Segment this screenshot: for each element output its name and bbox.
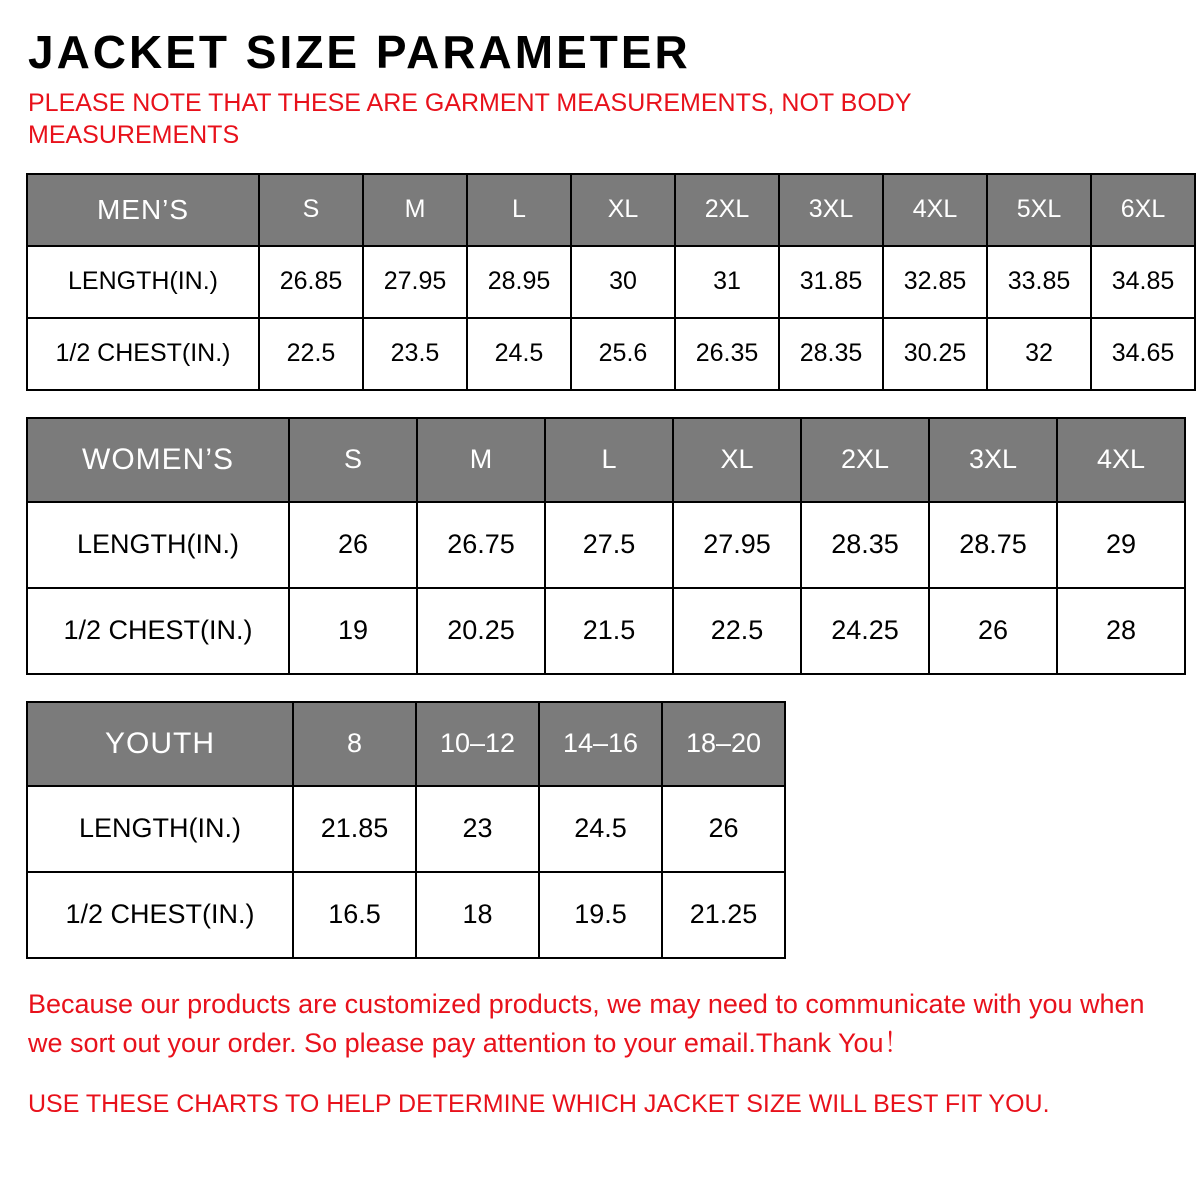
cell: 30.25 [883,318,987,390]
womens-size-header: 2XL [801,418,929,502]
customization-notice: Because our products are customized products, we may need to communicate with you when we sort out your order. So please pay attention to your email.Thank You！ [28,988,1145,1058]
row-label: 1/2 CHEST(IN.) [27,318,259,390]
cell: 26.35 [675,318,779,390]
cell: 28.35 [779,318,883,390]
youth-size-header: 10–12 [416,702,539,786]
youth-header-label: YOUTH [27,702,293,786]
cell: 33.85 [987,246,1091,318]
womens-size-header: 4XL [1057,418,1185,502]
cell: 24.5 [539,786,662,872]
youth-size-header: 18–20 [662,702,785,786]
cell: 29 [1057,502,1185,588]
chart-usage-notice: USE THESE CHARTS TO HELP DETERMINE WHICH JACKET SIZE WILL BEST FIT YOU. [28,1090,1050,1119]
womens-size-header: M [417,418,545,502]
cell: 19.5 [539,872,662,958]
mens-size-header: S [259,174,363,246]
cell: 28.75 [929,502,1057,588]
mens-size-header: 6XL [1091,174,1195,246]
cell: 28 [1057,588,1185,674]
row-label: LENGTH(IN.) [27,786,293,872]
mens-size-header: M [363,174,467,246]
cell: 32 [987,318,1091,390]
youth-size-header: 8 [293,702,416,786]
mens-header-label: MEN’S [27,174,259,246]
row-label: 1/2 CHEST(IN.) [27,872,293,958]
cell: 21.85 [293,786,416,872]
table-row [27,588,1185,674]
cell: 28.35 [801,502,929,588]
cell: 32.85 [883,246,987,318]
mens-size-header: 5XL [987,174,1091,246]
measurement-note: PLEASE NOTE THAT THESE ARE GARMENT MEASUREMENTS, NOT BODY MEASUREMENTS [28,89,912,149]
cell: 30 [571,246,675,318]
cell: 26 [929,588,1057,674]
row-label: LENGTH(IN.) [27,502,289,588]
cell: 20.25 [417,588,545,674]
cell: 22.5 [259,318,363,390]
womens-header-label: WOMEN’S [27,418,289,502]
cell: 23 [416,786,539,872]
mens-size-header: 4XL [883,174,987,246]
cell: 31 [675,246,779,318]
cell: 27.95 [363,246,467,318]
table-row [27,502,1185,588]
row-label: 1/2 CHEST(IN.) [27,588,289,674]
cell: 18 [416,872,539,958]
mens-size-header: 2XL [675,174,779,246]
cell: 25.6 [571,318,675,390]
cell: 34.65 [1091,318,1195,390]
cell: 26.75 [417,502,545,588]
womens-size-table [26,417,1186,675]
youth-size-header: 14–16 [539,702,662,786]
page-title: JACKET SIZE PARAMETER [28,26,691,78]
cell: 19 [289,588,417,674]
womens-size-header: L [545,418,673,502]
womens-size-header: XL [673,418,801,502]
table-row [27,872,785,958]
cell: 28.95 [467,246,571,318]
cell: 27.5 [545,502,673,588]
table-header-row [27,174,1195,246]
cell: 23.5 [363,318,467,390]
table-row [27,246,1195,318]
cell: 27.95 [673,502,801,588]
table-row [27,786,785,872]
mens-size-header: L [467,174,571,246]
cell: 26 [289,502,417,588]
row-label: LENGTH(IN.) [27,246,259,318]
cell: 16.5 [293,872,416,958]
cell: 34.85 [1091,246,1195,318]
cell: 31.85 [779,246,883,318]
youth-size-table [26,701,786,959]
mens-size-table [26,173,1196,391]
table-header-row [27,702,785,786]
cell: 26 [662,786,785,872]
cell: 21.25 [662,872,785,958]
table-header-row [27,418,1185,502]
cell: 21.5 [545,588,673,674]
cell: 24.5 [467,318,571,390]
table-row [27,318,1195,390]
womens-size-header: S [289,418,417,502]
cell: 22.5 [673,588,801,674]
mens-size-header: XL [571,174,675,246]
mens-size-header: 3XL [779,174,883,246]
cell: 26.85 [259,246,363,318]
cell: 24.25 [801,588,929,674]
womens-size-header: 3XL [929,418,1057,502]
